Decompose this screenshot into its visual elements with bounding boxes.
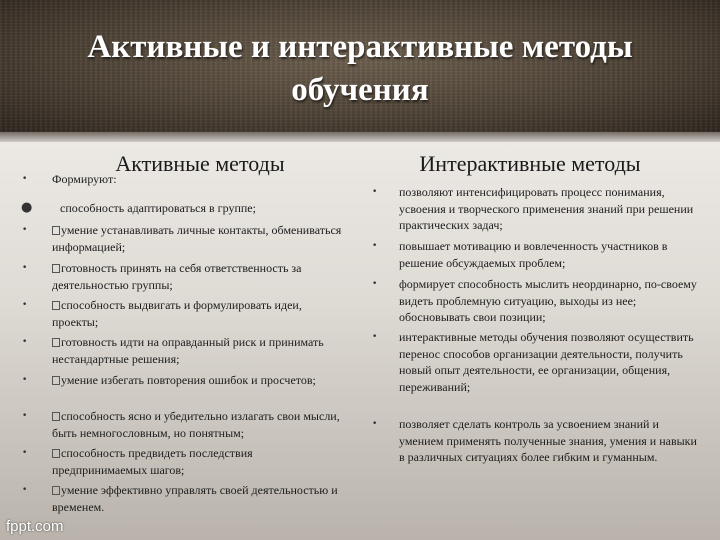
bullet-icon: • [372,279,378,289]
bullet-icon: • [372,419,378,429]
checkbox-square-icon [52,301,60,310]
left-item: способность адаптироваться в группе; [60,201,256,215]
header-shadow [0,132,720,142]
left-item: способность предвидеть последствия предпринимаемых шагов; [52,446,253,477]
checkbox-square-icon [52,264,60,273]
bullet-icon: • [22,375,28,385]
right-item: повышает мотивацию и вовлеченность участников в решение обсуждаемых проблем; [399,239,668,270]
left-item: умение устанавливать личные контакты, обмениваться информацией; [52,223,342,254]
bullet-icon: • [22,300,28,310]
checkbox-square-icon [52,486,60,495]
slide-title: Активные и интерактивные методы обучения [87,29,633,108]
right-item: позволяют интенсифицировать процесс понимания, усвоения и творческого применения знаний при решении практических задач; [399,185,694,232]
bullet-icon: • [372,241,378,251]
bullet-icon: • [372,332,378,342]
checkbox-square-icon [52,226,60,235]
left-item: готовность принять на себя ответственность за деятельностью группы; [52,261,302,292]
bullet-icon: ● [21,200,33,215]
checkbox-square-icon [52,376,60,385]
bullet-icon: • [22,411,28,421]
bullet-icon: • [372,187,378,197]
left-item: готовность идти на оправданный риск и принимать нестандартные решения; [52,335,324,366]
right-item: формирует способность мыслить неординарно, по-своему видеть проблемную ситуацию, выходы из нее; обосновывать свои позиции; [399,277,697,324]
left-item: умение избегать повторения ошибок и просчетов; [52,372,342,389]
checkbox-square-icon [52,412,60,421]
right-item: позволяет сделать контроль за усвоением знаний и умением применять полученные знания, умения и навыки в различных ситуациях более гибким и гуманным. [399,417,697,464]
bullet-icon: • [22,263,28,273]
bullet-icon: • [22,225,28,235]
active-methods-heading: Активные методы [115,151,285,176]
slide-header-band [0,0,720,132]
interactive-methods-heading: Интерактивные методы [419,151,641,176]
left-item: способность ясно и убедительно излагать свои мысли, быть немногословным, но понятным; [52,409,340,440]
right-item: интерактивные методы обучения позволяют осуществить перенос способов организации деятельности, получить новый опыт деятельности, ее организации, общения, переживаний; [399,330,694,394]
bullet-icon: • [22,174,28,184]
left-item: умение эффективно управлять своей деятельностью и временем. [52,483,338,514]
bullet-icon: • [22,448,28,458]
bullet-icon: • [22,337,28,347]
checkbox-square-icon [52,338,60,347]
left-intro: Формируют: [52,172,117,186]
bullet-icon: • [22,485,28,495]
checkbox-square-icon [52,449,60,458]
left-item: способность выдвигать и формулировать идеи, проекты; [52,298,302,329]
footer-watermark: fppt.com [6,518,64,535]
